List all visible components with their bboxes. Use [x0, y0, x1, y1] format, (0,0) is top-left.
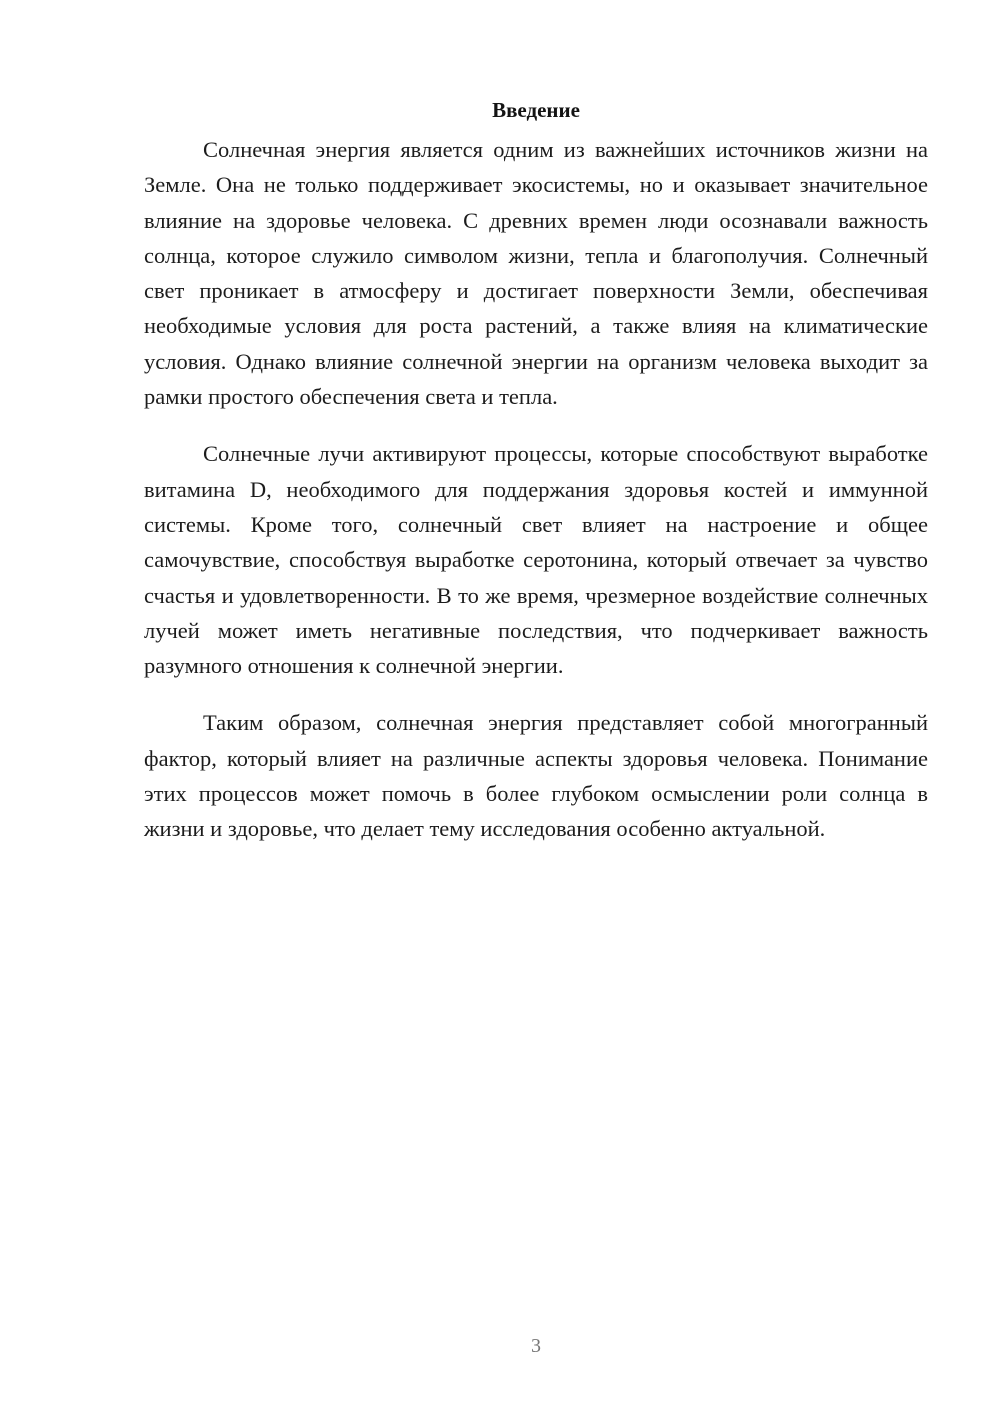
page-number: 3 [531, 1335, 541, 1357]
paragraph-2: Солнечные лучи активируют процессы, которые способствуют выработке витамина D, необходимого для поддержания здоровья костей и иммунной системы. Кроме того, солнечный свет влияет на настроение и общее самочувствие, способствуя выработке серотонина, который отвечает за чувство счастья и удовлетворенности. В то же время, чрезмерное воздействие солнечных лучей может иметь негативные последствия, что подчеркивает важность разумного отношения к солнечной энергии. [144, 441, 928, 679]
paragraph-1: Солнечная энергия является одним из важнейших источников жизни на Земле. Она не только поддерживает экосистемы, но и оказывает значительное влияние на здоровье человека. С древних времен люди осознавали важность солнца, которое служило символом жизни, тепла и благополучия. Солнечный свет проникает в атмосферу и достигает поверхности Земли, обеспечивая необходимые условия для роста растений, а также влияя на климатические условия. Однако влияние солнечной энергии на организм человека выходит за рамки простого обеспечения света и тепла. [144, 137, 928, 410]
paragraph-3: Таким образом, солнечная энергия представляет собой многогранный фактор, который влияет на различные аспекты здоровья человека. Понимание этих процессов может помочь в более глубоком осмыслении роли солнца в жизни и здоровье, что делает тему исследования особенно актуальной. [144, 710, 928, 842]
page-content [144, 92, 928, 847]
section-heading: Введение [492, 98, 580, 122]
